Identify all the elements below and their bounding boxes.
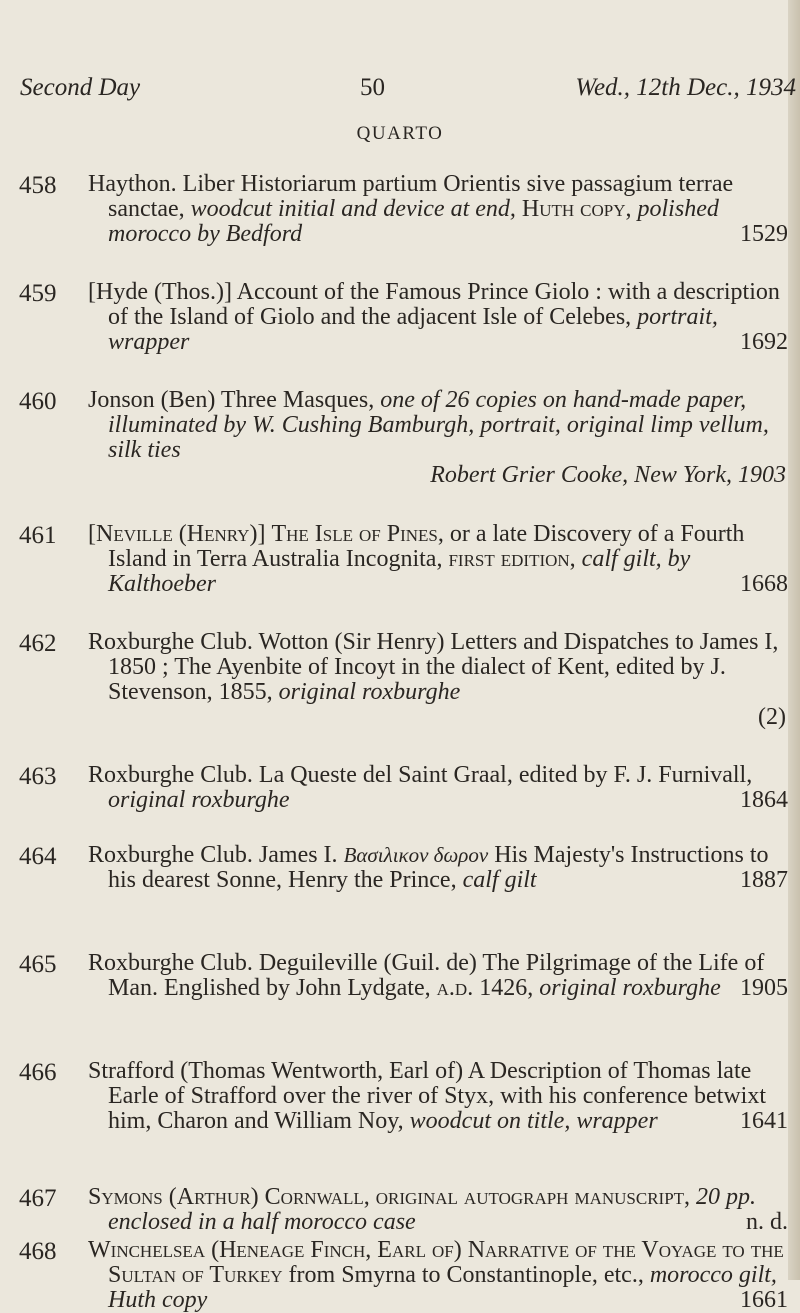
entry-text	[88, 763, 788, 813]
entry-year: 1661	[740, 1287, 788, 1313]
entry-binding: original roxburghe	[108, 787, 290, 813]
entry-title: La Queste del Saint Graal, edited by F. J. Furnivall,	[258, 762, 753, 788]
entry-year: n. d.	[746, 1209, 788, 1235]
entry-binding: original roxburghe	[278, 679, 461, 705]
running-head-right: Wed., 12th Dec., 1934	[575, 74, 796, 101]
entry-author: Haython.	[88, 171, 177, 197]
entry-binding: morocco gilt, Huth copy	[108, 1262, 777, 1313]
entry-title-smallcaps: Cornwall, original autograph manuscript,	[264, 1184, 691, 1210]
page-number: 50	[360, 74, 385, 101]
entry-year: 1668	[740, 571, 788, 597]
entry-title: James I.	[258, 842, 338, 868]
lot-number: 463	[19, 763, 57, 790]
entry-text	[88, 843, 788, 893]
lot-number: 468	[19, 1238, 57, 1265]
lot-number: 460	[19, 388, 57, 415]
lot-number: 466	[19, 1059, 57, 1086]
entry-edition: first edition,	[448, 546, 576, 572]
page-edge	[788, 0, 800, 1280]
entry-author: Symons (Arthur)	[88, 1184, 259, 1210]
entry-text	[88, 1185, 788, 1235]
entry-binding: woodcut on title, wrapper	[409, 1108, 658, 1134]
entry-title: Deguileville (Guil. de) The Pilgrimage of the Life of Man. Englished by John Lydgate,	[108, 950, 765, 1001]
entry-title: Wotton (Sir Henry) Letters and Dispatches to James I, 1850 ; The Ayenbite of Incoyt in the dialect of Kent, edited by J. Stevenson, 1855,	[108, 629, 779, 705]
entry-imprint: Robert Grier Cooke, New York, 1903	[430, 462, 786, 488]
entry-author: Roxburghe Club.	[88, 842, 253, 868]
entry-author: Roxburghe Club.	[88, 629, 253, 655]
entry-greek-title: Βασιλικον δωρον	[343, 843, 489, 867]
entry-author: Winchelsea (Heneage Finch, Earl of)	[88, 1237, 462, 1263]
entry-title: from Smyrna to Constantinople, etc.,	[288, 1262, 644, 1288]
entry-note: woodcut initial and device at end,	[190, 196, 516, 222]
entry-text	[88, 630, 788, 730]
lot-number: 464	[19, 843, 57, 870]
entry-author: Strafford (Thomas Wentworth, Earl of)	[88, 1058, 464, 1084]
entry-text	[88, 172, 788, 247]
entry-binding: calf gilt, by Kalthoeber	[108, 546, 691, 597]
entry-date-era: a.d.	[436, 975, 474, 1001]
entry-binding: portrait, wrapper	[108, 304, 718, 355]
entry-text	[88, 280, 788, 355]
entry-author: [Neville (Henry)]	[88, 521, 266, 547]
entry-year: 1864	[740, 787, 788, 813]
lot-number: 459	[19, 280, 57, 307]
lot-number: 465	[19, 951, 57, 978]
entry-year: 1887	[740, 867, 788, 893]
entry-year: 1641	[740, 1108, 788, 1134]
entry-text	[88, 522, 788, 597]
lot-number: 458	[19, 172, 57, 199]
entry-text	[88, 951, 788, 1001]
entry-binding: polished morocco by Bedford	[108, 196, 719, 247]
entry-title-cont: His Majesty's Instructions to his dearest Sonne, Henry the Prince,	[108, 842, 769, 893]
entry-date: 1426,	[479, 975, 534, 1001]
entry-title: A Description of Thomas late Earle of Strafford over the river of Styx, with his conference betwixt him, Charon and William Noy,	[108, 1058, 767, 1134]
lot-number: 461	[19, 522, 57, 549]
entry-binding: calf gilt	[462, 867, 537, 893]
lot-number: 462	[19, 630, 57, 657]
running-head	[20, 74, 796, 108]
entry-author: Roxburghe Club.	[88, 950, 253, 976]
running-head-left: Second Day	[20, 74, 141, 101]
entry-title-smallcaps: Narrative of the Voyage to the Sultan of Turkey	[108, 1237, 784, 1288]
entry-year: 1529	[740, 221, 788, 247]
entry-title: or a late Discovery of a Fourth Island in Terra Australia Incognita,	[108, 521, 745, 572]
section-heading: QUARTO	[356, 123, 444, 144]
entry-binding: original roxburghe	[539, 975, 721, 1001]
entry-year: 1692	[740, 329, 788, 355]
entry-title: Three Masques,	[220, 387, 375, 413]
entry-copy: Huth copy,	[521, 196, 632, 222]
entry-title-smallcaps: The Isle of Pines,	[271, 521, 444, 547]
entry-title: Liber Historiarum partium Orientis sive passagium terrae sanctae,	[108, 171, 734, 222]
entry-title: Account of the Famous Prince Giolo : with a description of the Island of Giolo and the adjacent Isle of Celebes,	[108, 279, 780, 330]
entry-binding: one of 26 copies on hand-made paper, illuminated by W. Cushing Bamburgh, portrait, original limp vellum, silk ties	[108, 387, 769, 463]
entry-text	[88, 1238, 788, 1313]
entry-text	[88, 1059, 788, 1134]
entry-text	[88, 388, 788, 488]
entry-binding: 20 pp. enclosed in a half morocco case	[108, 1184, 757, 1235]
entry-count: (2)	[758, 704, 786, 730]
entry-author: Jonson (Ben)	[88, 387, 216, 413]
entry-author: [Hyde (Thos.)]	[88, 279, 232, 305]
entry-author: Roxburghe Club.	[88, 762, 253, 788]
entry-year: 1905	[740, 975, 788, 1001]
lot-number: 467	[19, 1185, 57, 1212]
